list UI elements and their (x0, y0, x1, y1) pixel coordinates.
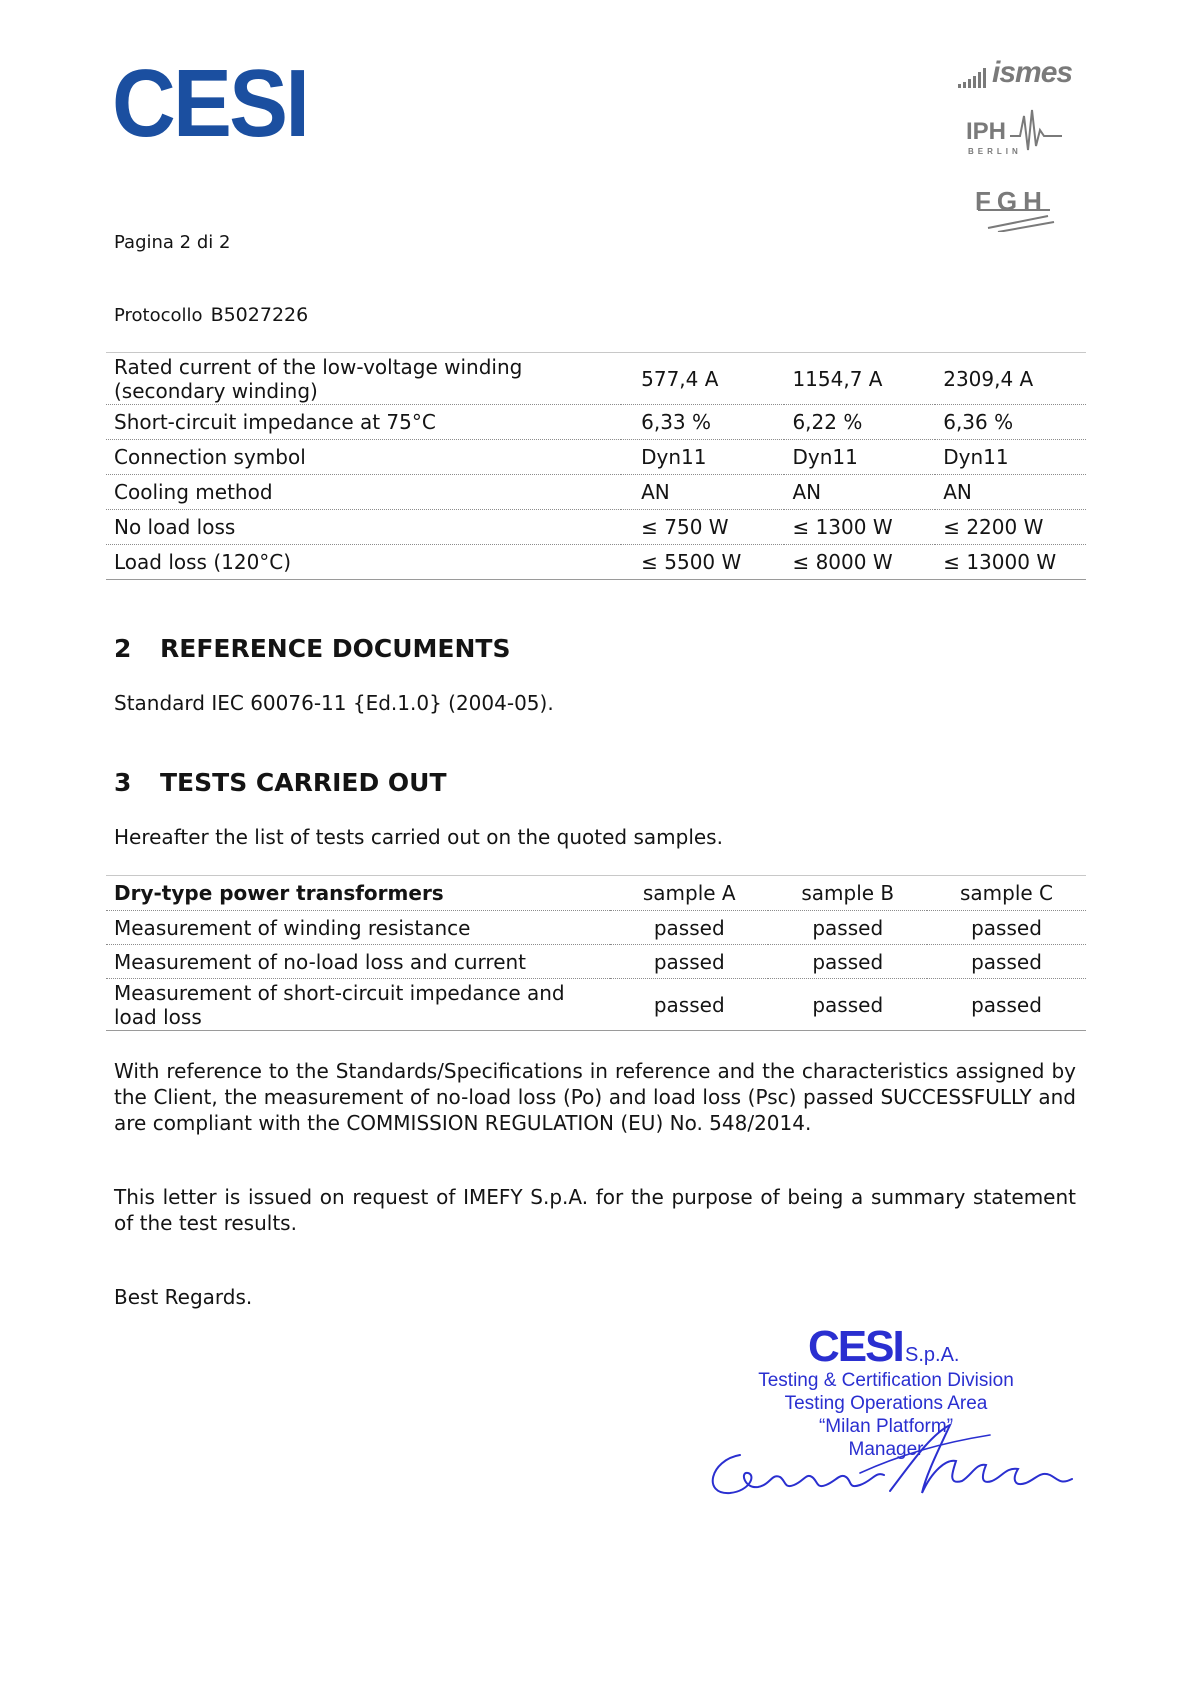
stamp-line: Testing Operations Area (784, 1393, 988, 1414)
spec-value: 577,4 A (621, 353, 784, 405)
table-header-row (106, 876, 1086, 911)
spec-label: No load loss (106, 510, 621, 545)
spec-value: Dyn11 (621, 440, 784, 475)
test-label: Measurement of short-circuit impedance and load loss (106, 979, 610, 1031)
sample-header: sample A (610, 876, 768, 911)
spec-label: Load loss (120°C) (106, 545, 621, 580)
spec-label: Cooling method (106, 475, 621, 510)
section-number: 3 (114, 768, 132, 797)
fgh-lines-icon (978, 206, 1058, 232)
reference-standard: Standard IEC 60076-11 {Ed.1.0} (2004-05). (114, 691, 554, 715)
table-row (106, 405, 1086, 440)
section-number: 2 (114, 634, 132, 663)
page-number: Pagina 2 di 2 (114, 232, 231, 253)
table-row (106, 911, 1086, 945)
cesi-logo: CESI (112, 50, 308, 157)
protocol (114, 304, 308, 326)
test-result: passed (927, 911, 1086, 945)
stamp-line: Manager (848, 1439, 924, 1460)
spec-label: Connection symbol (106, 440, 621, 475)
sample-header: sample B (768, 876, 927, 911)
table-row (106, 440, 1086, 475)
test-result: passed (768, 979, 927, 1031)
table-row (106, 353, 1086, 405)
spec-value: AN (621, 475, 784, 510)
spec-value: Dyn11 (935, 440, 1086, 475)
section-title: TESTS CARRIED OUT (160, 768, 447, 797)
signature (700, 1415, 1080, 1515)
test-result: passed (610, 979, 768, 1031)
sample-header: sample C (927, 876, 1086, 911)
table-row (106, 945, 1086, 979)
stamp-line: “Milan Platform” (818, 1416, 954, 1437)
conclusion-paragraph: With reference to the Standards/Specifications in reference and the characteristics assigned by the Client, the measurement of no-load loss (Po) and load loss (Psc) passed SUCCESSFULLY and are compliant with the COMMISSION REGULATION (EU) No. 548/2014. (114, 1059, 1076, 1135)
spec-label: Short-circuit impedance at 75°C (106, 405, 621, 440)
spec-label: Rated current of the low-voltage winding (secondary winding) (106, 353, 621, 405)
table-row (106, 475, 1086, 510)
spec-value: ≤ 8000 W (784, 545, 935, 580)
iph-subtitle: BERLIN (968, 147, 1022, 156)
test-result: passed (610, 945, 768, 979)
spec-value: ≤ 1300 W (784, 510, 935, 545)
spec-value: 2309,4 A (935, 353, 1086, 405)
spec-value: ≤ 2200 W (935, 510, 1086, 545)
protocol-number: B5027226 (210, 304, 309, 326)
section-title: REFERENCE DOCUMENTS (160, 634, 511, 663)
section-2-heading (114, 634, 510, 663)
table-row (106, 510, 1086, 545)
table-header-label: Dry-type power transformers (106, 876, 610, 911)
spec-value: Dyn11 (784, 440, 935, 475)
spec-value: ≤ 13000 W (935, 545, 1086, 580)
stamp-company-suffix: S.p.A. (905, 1344, 960, 1366)
spec-value: 6,36 % (935, 405, 1086, 440)
test-label: Measurement of winding resistance (106, 911, 610, 945)
table-row (106, 979, 1086, 1031)
section-3-heading (114, 768, 447, 797)
spec-value: 6,22 % (784, 405, 935, 440)
spec-value: ≤ 750 W (621, 510, 784, 545)
test-result: passed (768, 911, 927, 945)
test-result: passed (927, 979, 1086, 1031)
table-row (106, 545, 1086, 580)
iph-logo: IPH (966, 118, 1007, 145)
stamp-line: Testing & Certification Division (758, 1370, 1014, 1391)
test-result: passed (768, 945, 927, 979)
test-result: passed (610, 911, 768, 945)
closing: Best Regards. (114, 1285, 253, 1309)
spec-value: AN (784, 475, 935, 510)
test-label: Measurement of no-load loss and current (106, 945, 610, 979)
specs-table (106, 352, 1086, 580)
spec-value: 1154,7 A (784, 353, 935, 405)
ismes-logo: ismes (992, 56, 1073, 89)
protocol-label: Protocollo (114, 305, 203, 326)
spec-value: AN (935, 475, 1086, 510)
spec-value: ≤ 5500 W (621, 545, 784, 580)
tests-table (106, 875, 1086, 1031)
test-result: passed (927, 945, 1086, 979)
spec-value: 6,33 % (621, 405, 784, 440)
stamp-logo: CESI (808, 1322, 903, 1371)
tests-intro: Hereafter the list of tests carried out on the quoted samples. (114, 825, 723, 849)
issued-note: This letter is issued on request of IMEFY S.p.A. for the purpose of being a summary statement of the test results. (114, 1185, 1076, 1235)
fgh-logo: FGH (975, 186, 1048, 216)
